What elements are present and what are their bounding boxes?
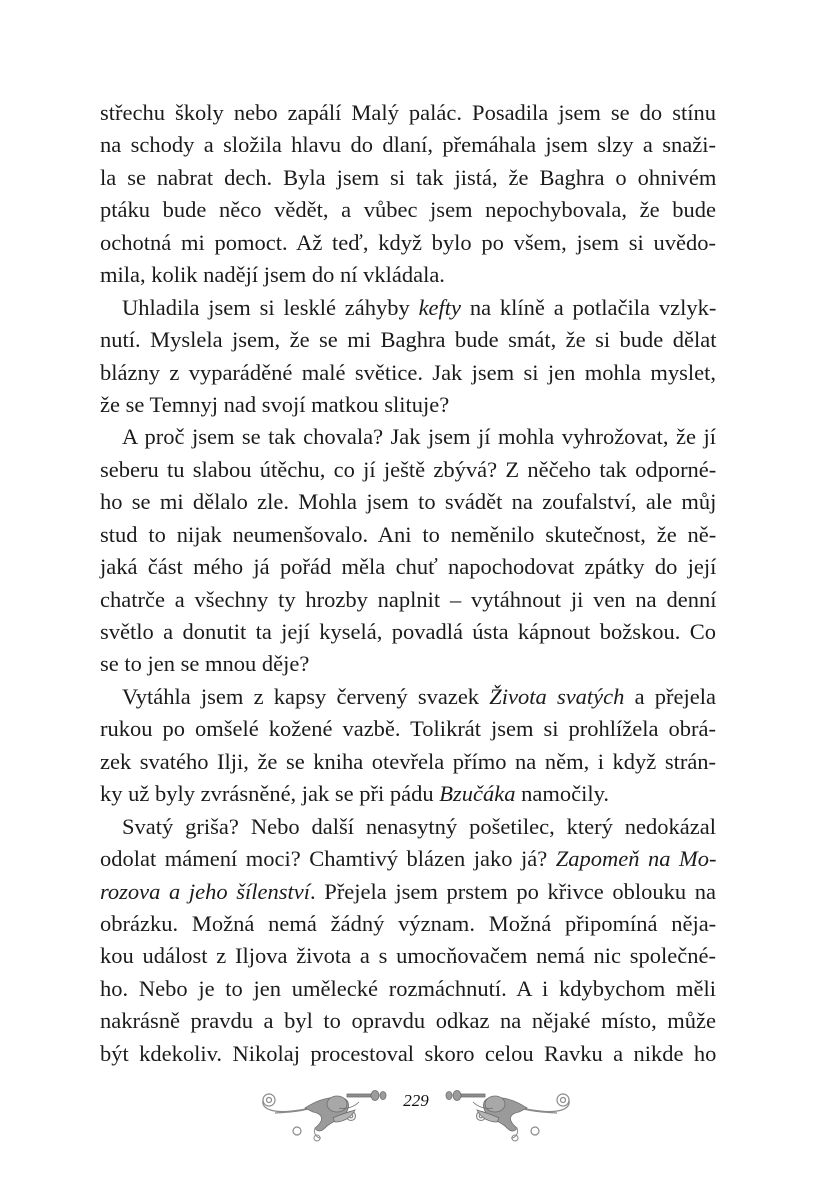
- flourish-ornament-icon: [437, 1088, 577, 1148]
- text-segment: nakrásně pravdu a byl to opravdu odkaz na nějaké místo, může: [100, 1008, 716, 1034]
- text-line: [100, 421, 716, 453]
- text-line: [100, 519, 716, 551]
- text-segment: . Přejela jsem prstem po křivce oblouku na: [310, 878, 716, 904]
- text-line: [100, 486, 716, 518]
- text-segment: namočily.: [515, 781, 610, 807]
- text-segment: jaká část mého já pořád měla chuť napochodovat zpátky do její: [100, 554, 717, 580]
- text-line: [100, 584, 716, 616]
- text-segment: chatrče a všechny ty hrozby naplnit – vytáhnout ji ven na denní: [100, 586, 717, 612]
- text-segment: ky už byly zvrásněné, jak se při pádu: [100, 781, 440, 807]
- text-line: [100, 357, 716, 389]
- text-line: [100, 811, 716, 843]
- text-line: [100, 129, 716, 161]
- text-segment: ptáku bude něco vědět, a vůbec jsem nepochybovala, že bude: [100, 197, 716, 223]
- text-line: [100, 843, 716, 875]
- text-line: [100, 389, 716, 421]
- text-segment: na klíně a potlačila vzlyk-: [461, 294, 717, 320]
- page-number: 229: [403, 1091, 429, 1110]
- text-line: [100, 973, 716, 1005]
- text-segment: se to jen se mnou děje?: [100, 651, 310, 677]
- text-segment: seberu tu slabou útěchu, co jí ještě zbývá? Z něčeho tak odporné-: [100, 456, 717, 482]
- text-line: [100, 713, 716, 745]
- italic-text: Života svatých: [489, 683, 625, 709]
- text-segment: a přejela: [624, 683, 716, 709]
- italic-text: kefty: [418, 294, 462, 320]
- text-line: [100, 454, 716, 486]
- text-segment: Uhladila jsem si lesklé záhyby: [122, 294, 419, 320]
- italic-text: Bzučáka: [439, 781, 516, 807]
- text-segment: světlo a donutit ta její kyselá, povadlá ústa kápnout božskou. Co: [100, 619, 716, 644]
- text-line: [100, 876, 716, 908]
- text-segment: ochotná mi pomoct. Až teď, když bylo po všem, jsem si uvědo-: [100, 229, 716, 255]
- text-line: [100, 259, 716, 291]
- italic-text: Zapomeň na Mo-: [555, 846, 717, 872]
- text-line: [100, 227, 716, 259]
- text-segment: zek svatého Ilji, že se kniha otevřela přímo na něm, i když strán-: [100, 748, 717, 774]
- text-line: [100, 324, 716, 356]
- text-segment: ho se mi dělalo zle. Mohla jsem to svádět na zoufalství, ale můj: [100, 489, 717, 515]
- text-segment: ho. Nebo je to jen umělecké rozmáchnutí. A i kdybychom měli: [100, 975, 716, 1001]
- italic-text: rozova a jeho šílenství: [100, 878, 311, 904]
- text-line: [100, 194, 716, 226]
- text-line: [100, 616, 716, 648]
- text-line: [100, 162, 716, 194]
- text-line: [100, 1038, 716, 1070]
- text-segment: kou událost z Iljova života a s umocňovačem nemá nic společné-: [100, 943, 716, 969]
- text-segment: obrázku. Možná nemá žádný význam. Možná připomíná něja-: [100, 910, 717, 936]
- text-segment: blázny z vyparáděné malé světice. Jak jsem si jen mohla myslet,: [100, 359, 716, 385]
- text-segment: stud to nijak neumenšovalo. Ani to neměnilo skutečnost, že ně-: [100, 521, 717, 547]
- text-segment: být kdekoliv. Nikolaj procestoval skoro celou Ravku a nikde ho: [100, 1040, 717, 1066]
- text-line: [100, 292, 716, 324]
- text-line: [100, 940, 716, 972]
- text-segment: la se nabrat dech. Byla jsem si tak jistá, že Baghra o ohnivém: [100, 164, 717, 190]
- text-segment: na schody a složila hlavu do dlaní, přemáhala jsem slzy a snaži-: [100, 132, 716, 158]
- text-line: [100, 97, 716, 129]
- text-line: [100, 746, 716, 778]
- text-segment: odolat mámení moci? Chamtivý blázen jako já?: [100, 846, 556, 872]
- page-footer: [255, 1088, 577, 1148]
- text-segment: A proč jsem se tak chovala? Jak jsem jí mohla vyhrožovat, že jí: [122, 424, 716, 450]
- text-line: [100, 908, 716, 940]
- text-segment: střechu školy nebo zapálí Malý palác. Posadila jsem se do stínu: [100, 100, 716, 125]
- text-segment: nutí. Myslela jsem, že se mi Baghra bude smát, že si bude dělat: [100, 327, 717, 353]
- text-line: [100, 1005, 716, 1037]
- text-line: [100, 778, 716, 810]
- text-line: [100, 551, 716, 583]
- text-line: [100, 681, 716, 713]
- text-segment: mila, kolik nadějí jsem do ní vkládala.: [100, 262, 445, 288]
- text-segment: rukou po omšelé kožené vazbě. Tolikrát jsem si prohlížela obrá-: [100, 716, 716, 742]
- body-text: [100, 97, 716, 1070]
- text-line: [100, 648, 716, 680]
- text-segment: Svatý griša? Nebo další nenasytný pošetilec, který nedokázal: [122, 813, 716, 839]
- text-segment: že se Temnyj nad svojí matkou slituje?: [100, 391, 450, 417]
- text-segment: Vytáhla jsem z kapsy červený svazek: [122, 683, 490, 709]
